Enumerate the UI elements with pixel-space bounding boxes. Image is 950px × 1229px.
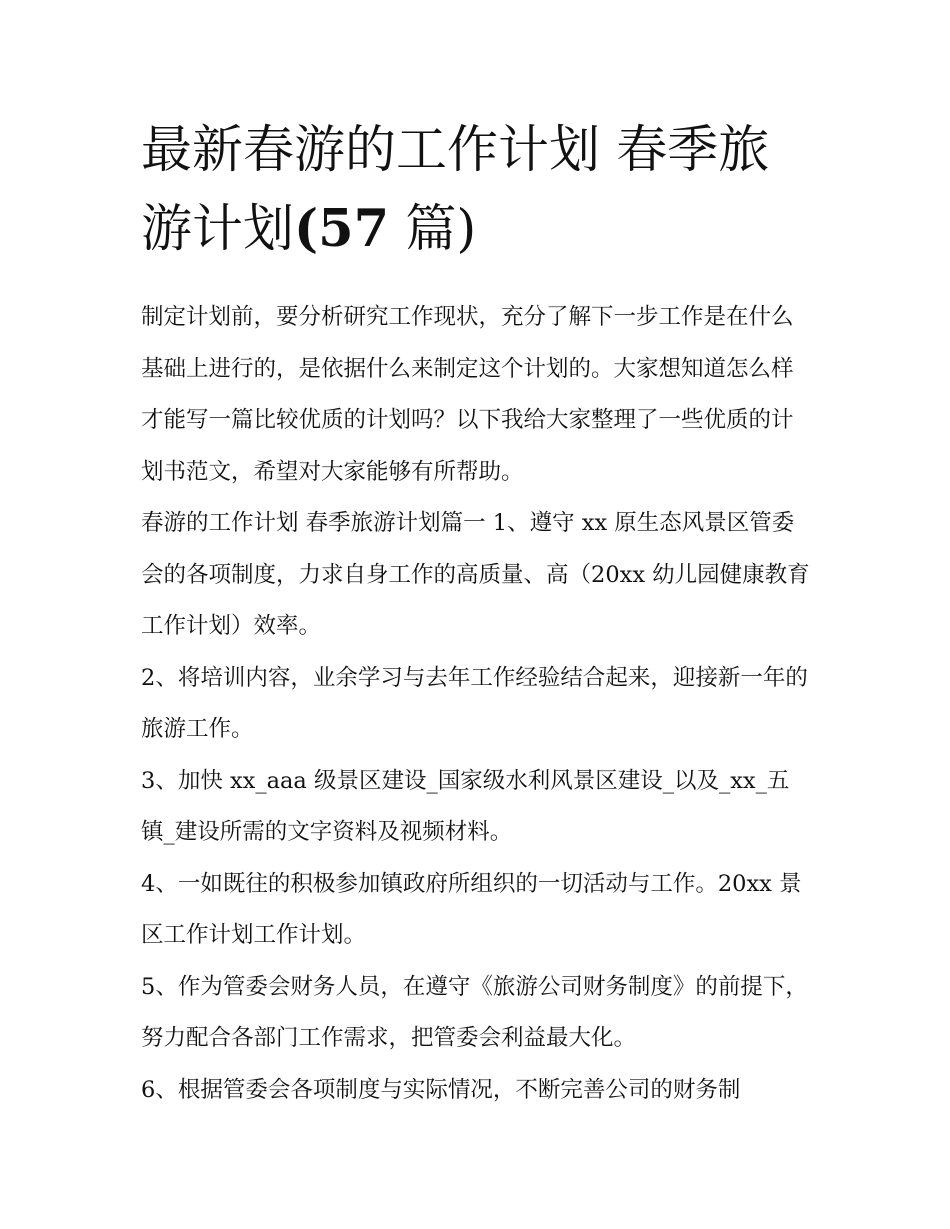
- plan-item-5: 5、作为管委会财务人员，在遵守《旅游公司财务制度》的前提下，努力配合各部门工作需求，把管委会利益最大化。: [141, 973, 808, 1051]
- plan-item-1: 春游的工作计划 春季旅游计划篇一 1、遵守 xx 原生态风景区管委会的各项制度，力求自身工作的高质量、高（20xx 幼儿园健康教育工作计划）效率。: [141, 510, 810, 639]
- title-text: 最新春游的工作计划 春季旅游计划: [141, 121, 770, 259]
- document-title: [141, 112, 811, 269]
- document-body: [141, 112, 811, 1116]
- title-count: (57: [294, 199, 390, 259]
- intro-paragraph: 制定计划前，要分析研究工作现状，充分了解下一步工作是在什么基础上进行的，是依据什么来制定这个计划的。大家想知道怎么样才能写一篇比较优质的计划吗？以下我给大家整理了一些优质的计划书范文，希望对大家能够有所帮助。: [141, 304, 794, 485]
- title-suffix: 篇): [389, 200, 477, 259]
- plan-item-3: 3、加快 xx_aaa 级景区建设_国家级水利风景区建设_以及_xx_五镇_建设所需的文字资料及视频材料。: [141, 767, 790, 845]
- plan-item-2: 2、将培训内容，业余学习与去年工作经验结合起来，迎接新一年的旅游工作。: [141, 664, 808, 742]
- plan-item-6: 6、根据管委会各项制度与实际情况，不断完善公司的财务制: [141, 1076, 741, 1103]
- plan-item-4: 4、一如既往的积极参加镇政府所组织的一切活动与工作。20xx 景区工作计划工作计划。: [141, 870, 802, 948]
